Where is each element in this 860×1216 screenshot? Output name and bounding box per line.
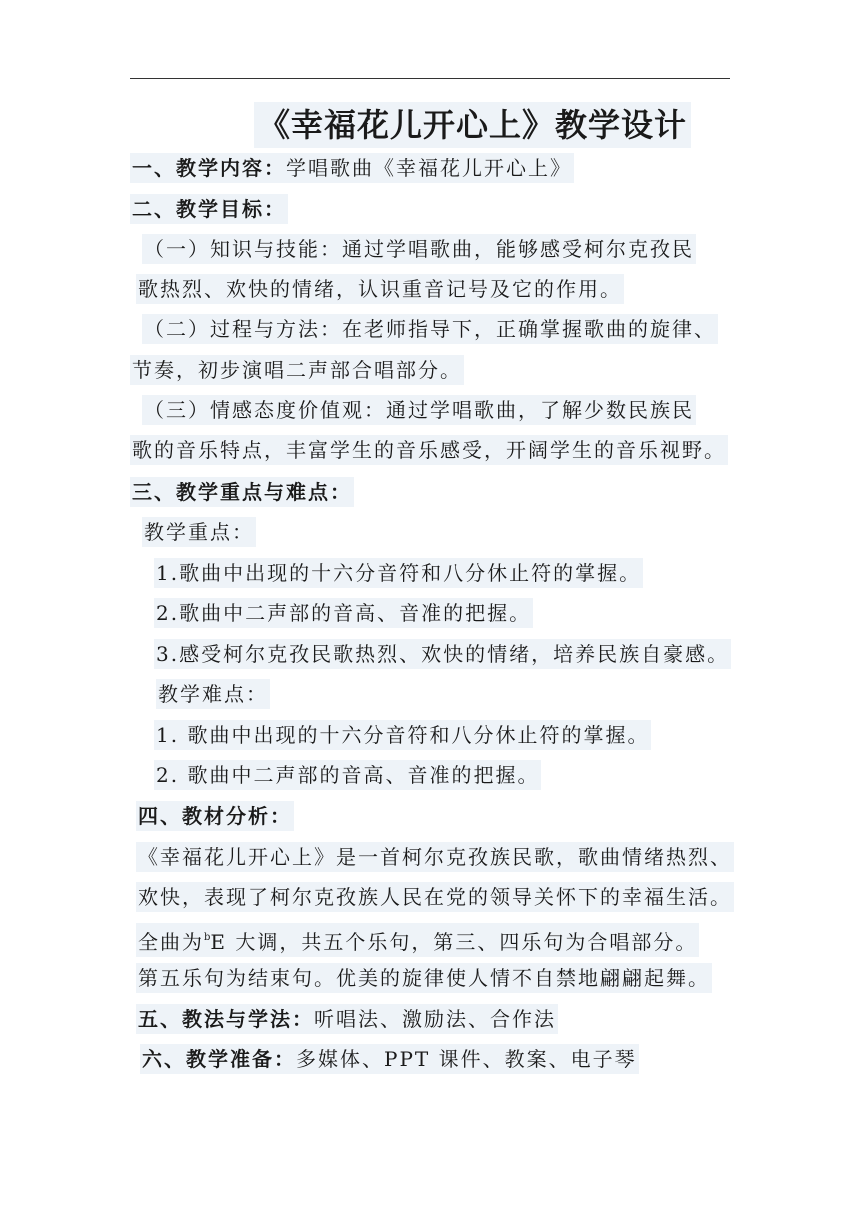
analysis-line-2: 欢快，表现了柯尔克孜族人民在党的领导关怀下的幸福生活。 <box>136 882 734 912</box>
goal-2-line-2: 节奏，初步演唱二声部合唱部分。 <box>130 355 464 385</box>
document-title: 《幸福花儿开心上》教学设计 <box>254 102 691 148</box>
key-point-1: 1.歌曲中出现的十六分音符和八分休止符的掌握。 <box>154 558 643 588</box>
top-rule <box>130 78 730 79</box>
section-heading: 四、教材分析： <box>138 804 292 828</box>
section-material-analysis <box>136 801 294 831</box>
section-heading: 五、教法与学法： <box>138 1007 314 1031</box>
section-heading: 二、教学目标： <box>132 197 286 221</box>
section-methods <box>136 1004 558 1034</box>
analysis-line-1: 《幸福花儿开心上》是一首柯尔克孜族民歌，歌曲情绪热烈、 <box>136 842 734 872</box>
key-point-2: 2.歌曲中二声部的音高、音准的把握。 <box>154 598 533 628</box>
analysis-line-3-pre: 全曲为 <box>138 930 204 954</box>
difficult-points-label: 教学难点： <box>156 679 270 709</box>
section-preparation <box>140 1044 639 1074</box>
difficult-point-2: 2. 歌曲中二声部的音高、音准的把握。 <box>154 760 541 790</box>
goal-2-line-1: （二）过程与方法：在老师指导下，正确掌握歌曲的旋律、 <box>142 314 718 344</box>
section-text: 学唱歌曲《幸福花儿开心上》 <box>286 156 572 180</box>
section-heading: 六、教学准备： <box>142 1047 296 1071</box>
section-text: 听唱法、激励法、合作法 <box>314 1007 556 1031</box>
flat-sign: b <box>204 932 211 943</box>
analysis-line-3-post: E 大调，共五个乐句，第三、四乐句为合唱部分。 <box>210 930 698 954</box>
section-heading: 一、教学内容： <box>132 156 286 180</box>
analysis-line-3 <box>136 923 699 957</box>
section-key-difficult <box>130 477 354 507</box>
difficult-point-1: 1. 歌曲中出现的十六分音符和八分休止符的掌握。 <box>154 720 651 750</box>
key-point-3: 3.感受柯尔克孜民歌热烈、欢快的情绪，培养民族自豪感。 <box>154 639 731 669</box>
section-teaching-content <box>130 153 574 183</box>
section-heading: 三、教学重点与难点： <box>132 480 352 504</box>
section-text: 多媒体、PPT 课件、教案、电子琴 <box>296 1047 637 1071</box>
goal-1-line-1: （一）知识与技能：通过学唱歌曲，能够感受柯尔克孜民 <box>142 234 696 264</box>
analysis-line-4: 第五乐句为结束句。优美的旋律使人情不自禁地翩翩起舞。 <box>136 963 712 993</box>
goal-3-line-1: （三）情感态度价值观：通过学唱歌曲，了解少数民族民 <box>142 395 696 425</box>
goal-3-line-2: 歌的音乐特点，丰富学生的音乐感受，开阔学生的音乐视野。 <box>130 435 728 465</box>
goal-1-line-2: 歌热烈、欢快的情绪，认识重音记号及它的作用。 <box>136 274 624 304</box>
section-teaching-goals <box>130 194 288 224</box>
key-points-label: 教学重点： <box>142 517 256 547</box>
